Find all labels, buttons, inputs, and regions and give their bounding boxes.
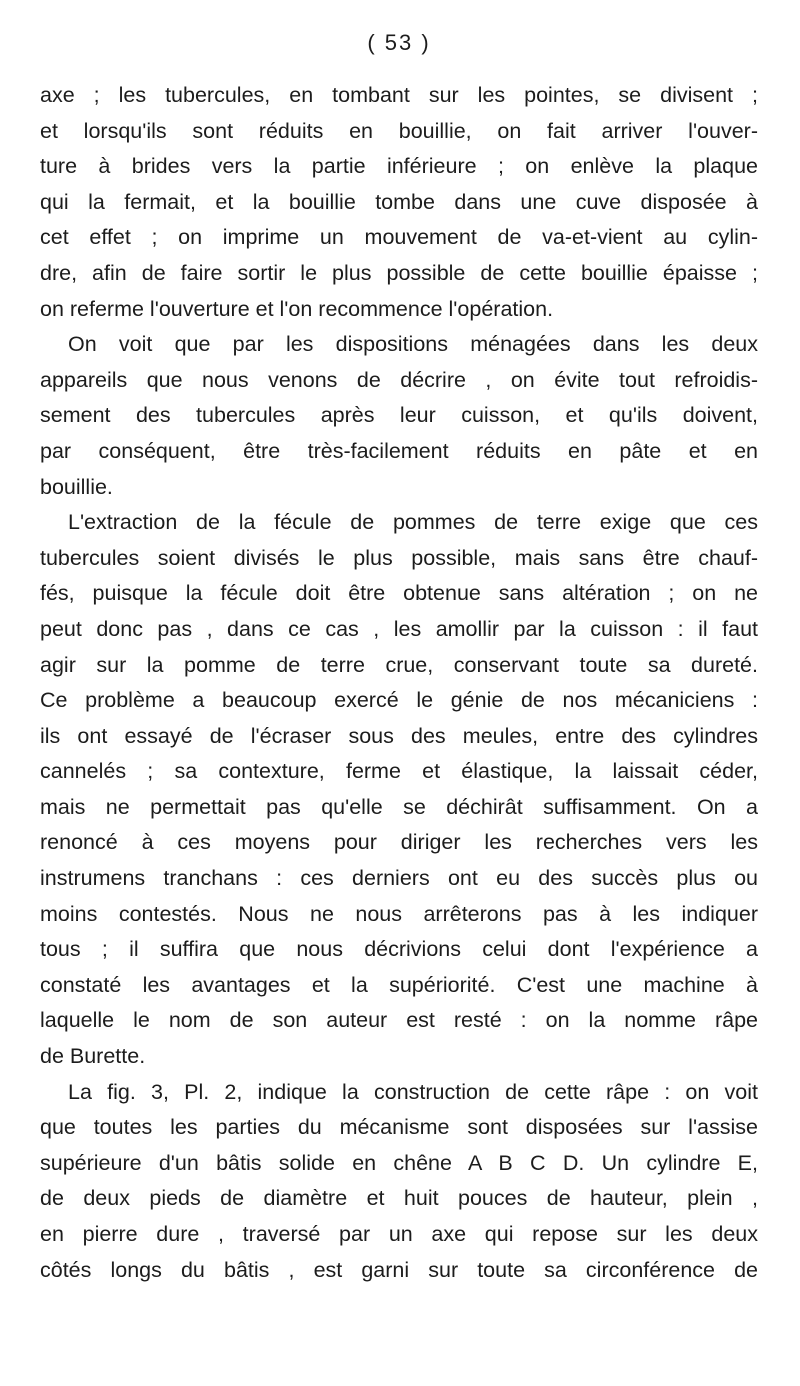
text-line: de deux pieds de diamètre et huit pouces de hauteur, plein , xyxy=(40,1186,758,1211)
text-line: constaté les avantages et la supériorité. C'est une machine à xyxy=(40,972,758,997)
text-line: sement des tubercules après leur cuisson, et qu'ils doivent, xyxy=(40,403,758,428)
text-line: cannelés ; sa contexture, ferme et élastique, la laissait céder, xyxy=(40,759,758,784)
text-line: côtés longs du bâtis , est garni sur toute sa circonférence de xyxy=(40,1257,758,1282)
text-line: moins contestés. Nous ne nous arrêterons pas à les indiquer xyxy=(40,901,758,926)
text-line: fés, puisque la fécule doit être obtenue sans altération ; on ne xyxy=(40,581,758,606)
text-line: qui la fermait, et la bouillie tombe dans une cuve disposée à xyxy=(40,189,758,214)
text-line: L'extraction de la fécule de pommes de terre exige que ces xyxy=(68,510,758,535)
text-line: On voit que par les dispositions ménagées dans les deux xyxy=(68,332,758,357)
text-line: renoncé à ces moyens pour diriger les recherches vers les xyxy=(40,830,758,855)
text-line: ture à brides vers la partie inférieure ; on enlève la plaque xyxy=(40,154,758,179)
text-line: axe ; les tubercules, en tombant sur les pointes, se divisent ; xyxy=(40,83,758,107)
text-line: supérieure d'un bâtis solide en chêne A B C D. Un cylindre E, xyxy=(40,1150,758,1175)
text-line: cet effet ; on imprime un mouvement de va-et-vient au cylin- xyxy=(40,225,758,250)
book-page xyxy=(40,28,758,1288)
page-number: ( 53 ) xyxy=(367,30,431,55)
paragraph-2 xyxy=(40,327,758,505)
text-line: par conséquent, être très-facilement réduits en pâte et en xyxy=(40,438,758,463)
paragraph-3 xyxy=(40,505,758,1075)
text-line: La fig. 3, Pl. 2, indique la construction de cette râpe : on voit xyxy=(68,1079,758,1104)
text-line: et lorsqu'ils sont réduits en bouillie, on fait arriver l'ouver- xyxy=(40,118,758,143)
text-line: on referme l'ouverture et l'on recommence l'opération. xyxy=(40,296,554,321)
text-line: mais ne permettait pas qu'elle se déchirât suffisamment. On a xyxy=(40,794,758,819)
paragraph-1 xyxy=(40,78,758,327)
text-line: que toutes les parties du mécanisme sont disposées sur l'assise xyxy=(40,1115,758,1140)
text-line: laquelle le nom de son auteur est resté : on la nomme râpe xyxy=(40,1008,758,1033)
text-line: tubercules soient divisés le plus possible, mais sans être chauf- xyxy=(40,545,758,570)
text-line: dre, afin de faire sortir le plus possible de cette bouillie épaisse ; xyxy=(40,260,758,285)
text-line: de Burette. xyxy=(40,1044,146,1069)
page-body xyxy=(40,78,758,1288)
text-line: Ce problème a beaucoup exercé le génie de nos mécaniciens : xyxy=(40,688,758,713)
text-line: tous ; il suffira que nous décrivions celui dont l'expérience a xyxy=(40,937,758,962)
text-line: en pierre dure , traversé par un axe qui repose sur les deux xyxy=(40,1222,758,1246)
text-line: appareils que nous venons de décrire , on évite tout refroidis- xyxy=(40,367,758,392)
paragraph-4 xyxy=(40,1075,758,1289)
text-line: ils ont essayé de l'écraser sous des meules, entre des cylindres xyxy=(40,723,758,748)
text-line: peut donc pas , dans ce cas , les amollir par la cuisson : il faut xyxy=(40,616,758,641)
text-line: bouillie. xyxy=(40,474,113,499)
text-line: agir sur la pomme de terre crue, conservant toute sa dureté. xyxy=(40,652,758,677)
text-line: instrumens tranchans : ces derniers ont eu des succès plus ou xyxy=(40,866,758,891)
